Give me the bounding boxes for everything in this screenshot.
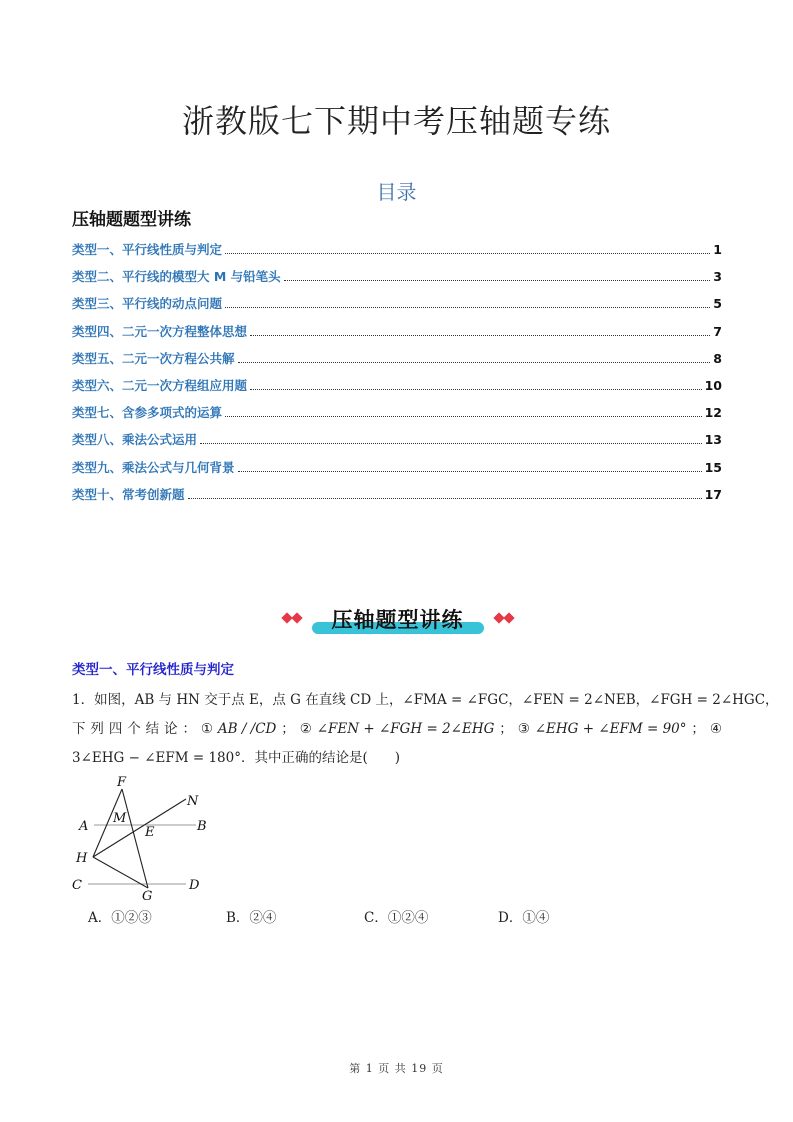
banner-title: 压轴题型讲练 [331, 608, 464, 632]
toc-entry-label[interactable]: 类型七、含参多项式的运算 [72, 405, 223, 421]
toc-entry-label[interactable]: 类型二、平行线的模型大 M 与铅笔头 [72, 269, 281, 285]
toc-entry-label[interactable]: 类型三、平行线的动点问题 [72, 296, 223, 312]
q-token: ： [182, 721, 196, 737]
toc-entry-label[interactable]: 类型五、二元一次方程公共解 [72, 350, 235, 366]
toc-entry-page[interactable]: 17 [704, 486, 722, 502]
toc-entry-label[interactable]: 类型六、二元一次方程组应用题 [72, 377, 248, 393]
q-token: 论 [164, 721, 178, 737]
conclusion-2: ∠FEN + ∠FGH = 2∠EHG [316, 721, 495, 737]
toc-entry-page[interactable]: 15 [704, 459, 722, 475]
toc-entry-2[interactable] [72, 267, 722, 294]
toc-subheading: 压轴题题型讲练 [72, 210, 191, 230]
q-token: 四 [108, 721, 123, 737]
q-token: 列 [90, 721, 104, 737]
conclusion-3: ∠EHG + ∠EFM = 90° [534, 721, 687, 737]
q-token: ④ [709, 721, 722, 737]
segment-hg [93, 857, 148, 888]
toc-entry-1[interactable] [72, 240, 722, 267]
toc-entry-10[interactable] [72, 485, 722, 512]
toc-entry-6[interactable] [72, 376, 722, 403]
toc-entry-page[interactable]: 5 [713, 296, 722, 312]
toc-leader-dots [238, 362, 711, 363]
option-c[interactable]: C．①②④ [364, 910, 429, 926]
label-m: M [113, 811, 127, 826]
label-c: C [72, 878, 82, 893]
q-token: ； [691, 721, 705, 737]
option-b[interactable]: B．②④ [226, 910, 277, 926]
label-n: N [187, 794, 199, 809]
table-of-contents [72, 240, 722, 512]
label-d: D [189, 878, 200, 893]
toc-leader-dots [200, 443, 702, 444]
toc-leader-dots [225, 307, 710, 308]
q-token: 下 [72, 721, 86, 737]
q-token: 结 [145, 721, 160, 737]
toc-entry-label[interactable]: 类型十、常考创新题 [72, 486, 185, 502]
toc-entry-label[interactable]: 类型九、乘法公式与几何背景 [72, 459, 235, 475]
q-token: ； [499, 721, 513, 737]
geometry-figure [72, 773, 222, 903]
toc-entry-5[interactable] [72, 349, 722, 376]
label-b: B [197, 819, 207, 834]
toc-leader-dots [225, 253, 710, 254]
label-f: F [117, 775, 127, 790]
q-token: ① [200, 721, 213, 737]
toc-entry-page[interactable]: 12 [704, 405, 722, 421]
toc-entry-page[interactable]: 10 [704, 377, 722, 393]
toc-entry-9[interactable] [72, 458, 722, 485]
conclusion-1: AB / /CD [217, 721, 277, 737]
toc-leader-dots [238, 471, 702, 472]
toc-entry-page[interactable]: 1 [713, 242, 722, 257]
option-a[interactable]: A．①②③ [88, 910, 152, 926]
toc-leader-dots [225, 416, 702, 417]
toc-entry-3[interactable] [72, 294, 722, 321]
toc-entry-4[interactable] [72, 322, 722, 349]
toc-entry-page[interactable]: 13 [704, 432, 722, 448]
q-token: ③ [517, 721, 530, 737]
toc-entry-page[interactable]: 7 [713, 323, 722, 339]
toc-heading: 目录 [376, 180, 417, 204]
document-title: 浙教版七下期中考压轴题专练 [181, 102, 611, 140]
q-token: ② [299, 721, 312, 737]
toc-entry-label[interactable]: 类型八、乘法公式运用 [72, 432, 198, 448]
toc-leader-dots [250, 335, 710, 336]
section-heading: 类型一、平行线性质与判定 [72, 662, 234, 678]
label-a: A [79, 819, 89, 834]
toc-entry-label[interactable]: 类型四、二元一次方程整体思想 [72, 323, 248, 339]
q-token: ； [281, 721, 295, 737]
toc-leader-dots [284, 280, 711, 281]
toc-leader-dots [250, 389, 702, 390]
question-text-line-2 [72, 719, 722, 739]
label-e: E [145, 825, 155, 840]
page-footer: 第 1 页 共 19 页 [349, 1062, 444, 1075]
label-g: G [142, 889, 153, 903]
toc-entry-7[interactable] [72, 403, 722, 430]
toc-entry-page[interactable]: 8 [713, 350, 722, 366]
toc-entry-label[interactable]: 类型一、平行线性质与判定 [72, 242, 223, 257]
question-text-line-1: 1．如图，AB 与 HN 交于点 E，点 G 在直线 CD 上，∠FMA = ∠FGC，∠FEN = 2∠NEB，∠FGH = 2∠HGC， [72, 692, 779, 708]
line-hn [93, 799, 186, 857]
question-text-line-3: 3∠EHG − ∠EFM = 180°．其中正确的结论是( ) [72, 750, 401, 766]
toc-entry-page[interactable]: 3 [713, 269, 722, 285]
label-h: H [76, 851, 88, 866]
q-token: 个 [127, 721, 141, 737]
option-d[interactable]: D．①④ [498, 910, 550, 926]
toc-entry-8[interactable] [72, 430, 722, 457]
section-banner [280, 600, 515, 640]
toc-leader-dots [188, 498, 702, 499]
